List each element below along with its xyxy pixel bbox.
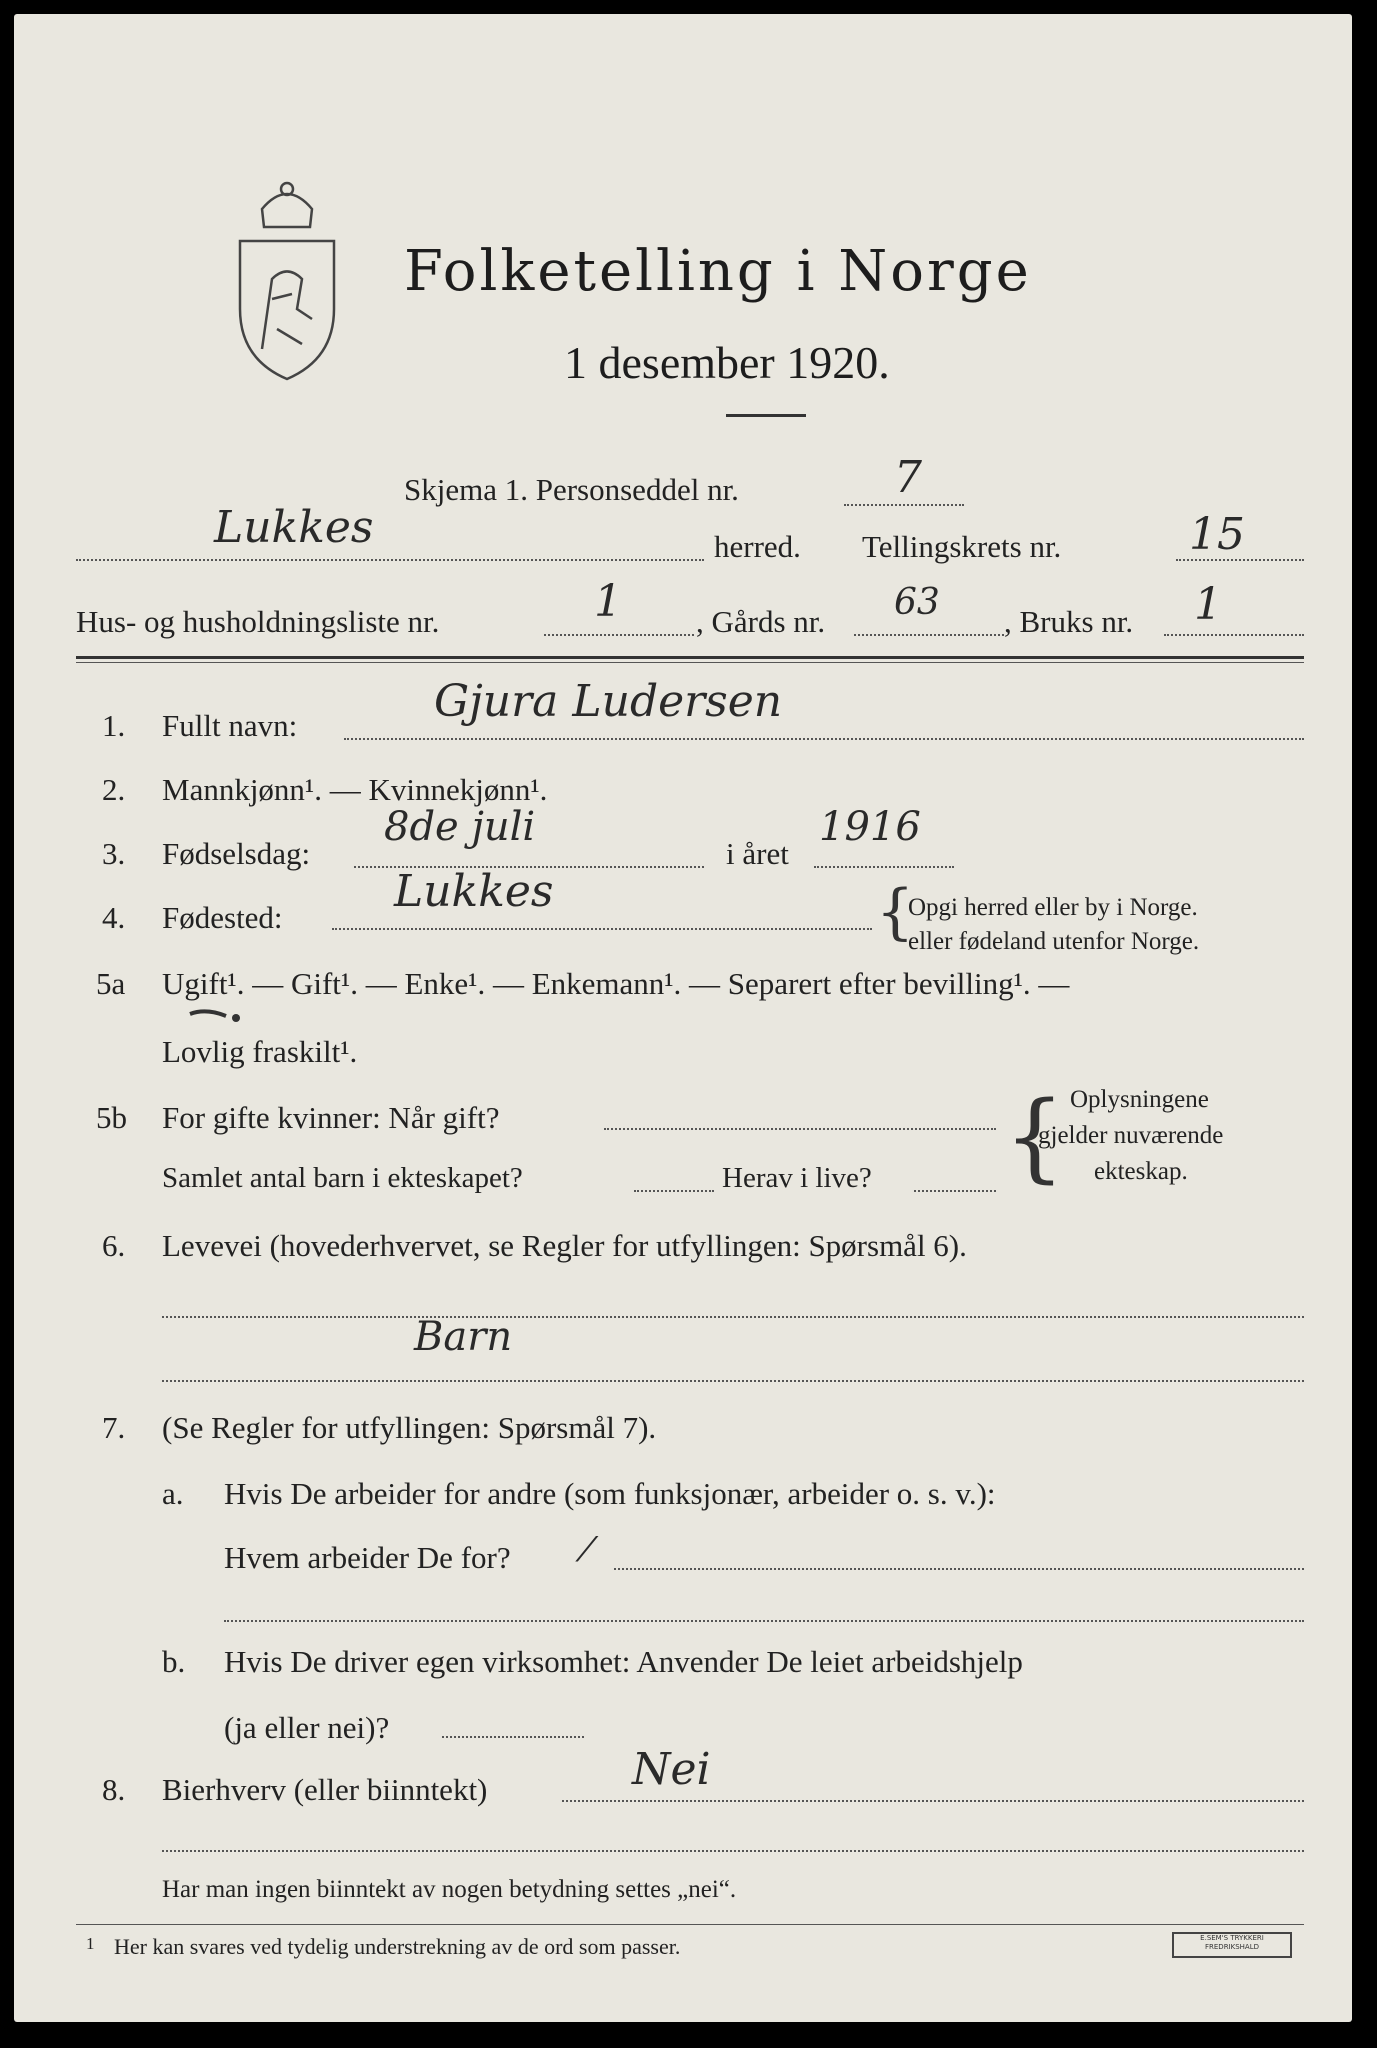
header-divider [76,656,1304,659]
herred-label: herred. [714,529,801,564]
q7a-mark[interactable]: ⁄ [584,1530,590,1570]
tellingskrets-value[interactable]: 15 [1189,509,1245,560]
q7b-dots [442,1736,584,1738]
bruks-label: , Bruks nr. [1004,604,1134,639]
q5b-dots-3 [914,1190,996,1192]
q6-number: 6. [102,1228,126,1263]
q4-label: Fødested: [162,900,283,935]
hus-value[interactable]: 1 [594,576,622,627]
q5b-dots-1 [604,1128,996,1130]
q5b-note-2: gjelder nuværende [1038,1122,1224,1149]
q4-brace: { [876,877,915,947]
q3-label: Fødselsdag: [162,836,311,871]
q5b-note-1: Oplysningene [1070,1086,1209,1113]
bruks-value[interactable]: 1 [1194,579,1222,630]
q7-number: 7. [102,1410,126,1445]
q7a-dots-1 [614,1568,1304,1570]
herred-value[interactable]: Lukkes [214,502,374,553]
footnote-text: Her kan svares ved tydelig understrekning av de ord som passer. [114,1934,681,1959]
hus-label: Hus- og husholdningsliste nr. [76,604,440,639]
q6-label: Levevei (hovederhvervet, se Regler for utfyllingen: Spørsmål 6). [162,1228,967,1263]
q2-number: 2. [102,772,126,807]
q7a-line-2: Hvem arbeider De for? [224,1540,511,1575]
footer-divider [76,1924,1304,1925]
q5a-number: 5a [96,966,126,1001]
q5b-dots-2 [634,1190,714,1192]
q5a-line-2: Lovlig fraskilt¹. [162,1034,358,1069]
q5b-line-2b: Herav i live? [722,1162,872,1194]
q4-value[interactable]: Lukkes [394,866,554,917]
census-date: 1 desember 1920. [564,337,890,388]
q7a-line-1: Hvis De arbeider for andre (som funksjonær, arbeider o. s. v.): [224,1476,996,1511]
herred-dots [76,559,704,561]
q1-label: Fullt navn: [162,708,298,743]
q1-value[interactable]: Gjura Ludersen [434,676,783,727]
q7-label: (Se Regler for utfyllingen: Spørsmål 7). [162,1410,657,1445]
q3-year-label: i året [726,836,789,871]
q7a-number: a. [162,1476,184,1511]
q8-dots-1 [562,1800,1304,1802]
q1-number: 1. [102,708,126,743]
q8-label: Bierhverv (eller biinntekt) [162,1772,488,1807]
form-title: Folketelling i Norge [404,239,1032,304]
q4-dots [332,928,872,930]
gards-value[interactable]: 63 [894,582,940,623]
q8-number: 8. [102,1772,126,1807]
gards-label: , Gårds nr. [696,604,826,639]
bruks-dots [1164,634,1304,636]
q7b-line-1: Hvis De driver egen virksomhet: Anvender De leiet arbeidshjelp [224,1644,1023,1679]
q3-number: 3. [102,836,126,871]
q5b-line-2a: Samlet antal barn i ekteskapet? [162,1162,523,1194]
q7a-dots-2 [224,1620,1304,1622]
skjema-label: Skjema 1. Personseddel nr. [404,472,739,507]
q3-year-dots [814,866,954,868]
header-divider-thin [76,662,1304,663]
q1-dots [344,738,1304,740]
q7b-number: b. [162,1644,186,1679]
q3-value[interactable]: 8de juli [384,804,536,850]
q3-year-value[interactable]: 1916 [819,804,921,850]
q4-note-1: Opgi herred eller by i Norge. [908,894,1198,921]
printer-mark [1172,1932,1292,1958]
tellingskrets-label: Tellingskrets nr. [862,529,1062,564]
census-form [14,14,1352,2022]
q4-number: 4. [102,900,126,935]
title-divider [726,414,806,417]
skjema-number[interactable]: 7 [894,452,922,503]
coat-of-arms-icon [232,169,342,384]
q5b-line-1: For gifte kvinner: Når gift? [162,1100,500,1135]
q6-value[interactable]: Barn [414,1314,513,1360]
q2-label: Mannkjønn¹. — Kvinnekjønn¹. [162,772,548,807]
q5a-line-1: Ugift¹. — Gift¹. — Enke¹. — Enkemann¹. — Separert efter bevilling¹. — [162,966,1070,1001]
q5b-number: 5b [96,1100,127,1135]
footer-note: Har man ingen biinntekt av nogen betydning settes „nei“. [162,1876,737,1903]
hus-dots [544,634,694,636]
q5b-note-3: ekteskap. [1094,1158,1188,1185]
q5b-brace: { [1004,1081,1066,1193]
footnote-number: 1 [86,1934,95,1953]
q7b-line-2: (ja eller nei)? [224,1710,390,1745]
printer-text: E.SEM'S TRYKKERI FREDRIKSHALD [1200,1934,1264,1951]
ugift-mark [186,1004,246,1024]
q8-value[interactable]: Nei [632,1744,711,1795]
gards-dots [854,634,1004,636]
q6-dots-2 [162,1380,1304,1382]
q4-note-2: eller fødeland utenfor Norge. [908,928,1200,955]
q6-dots-1 [162,1316,1304,1318]
skjema-dots [844,504,964,506]
q8-dots-2 [162,1850,1304,1852]
